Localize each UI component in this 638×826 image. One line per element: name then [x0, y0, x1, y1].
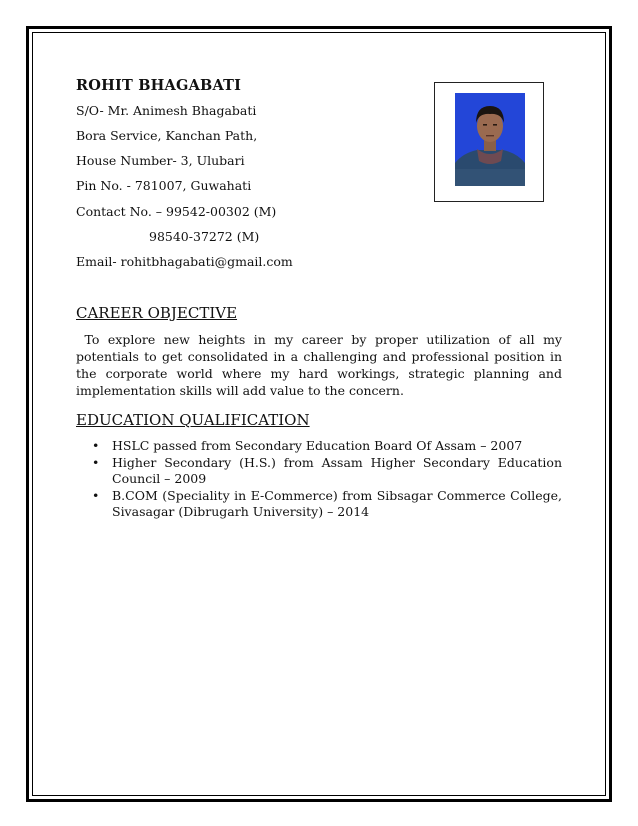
phone-line-1: Contact No. – 99542-00302 (M) — [76, 204, 277, 219]
address-line-2: House Number- 3, Ulubari — [76, 153, 245, 168]
education-list — [92, 438, 562, 521]
education-item — [92, 438, 562, 455]
address-line-1: Bora Service, Kanchan Path, — [76, 128, 258, 143]
candidate-name: ROHIT BHAGABATI — [76, 77, 242, 94]
bullet-icon: • — [92, 487, 100, 503]
bullet-icon: • — [92, 454, 100, 470]
education-heading: EDUCATION QUALIFICATION — [76, 411, 310, 429]
education-item — [92, 455, 562, 488]
education-item-text: B.COM (Speciality in E-Commerce) from Sibsagar Commerce College, Sivasagar (Dibrugarh University) – 2014 — [112, 487, 562, 519]
education-item-text: Higher Secondary (H.S.) from Assam Higher Secondary Education Council – 2009 — [112, 454, 562, 486]
profile-photo — [455, 93, 525, 186]
career-objective-text — [76, 331, 562, 399]
email-line: Email- rohitbhagabati@gmail.com — [76, 254, 293, 269]
photo-frame — [434, 82, 544, 202]
education-item-text: HSLC passed from Secondary Education Board Of Assam – 2007 — [112, 438, 523, 453]
career-objective-body: To explore new heights in my career by proper utilization of all my potentials to get consolidated in a challenging and professional position in the corporate world where my hard workings, strategic planning and implementation skills will add value to the concern. — [76, 332, 562, 398]
career-objective-heading: CAREER OBJECTIVE — [76, 304, 238, 322]
parent-line: S/O- Mr. Animesh Bhagabati — [76, 103, 257, 118]
phone-line-2: 98540-37272 (M) — [149, 229, 260, 244]
bullet-icon: • — [92, 438, 100, 453]
education-item — [92, 488, 562, 521]
pin-line: Pin No. - 781007, Guwahati — [76, 178, 252, 193]
